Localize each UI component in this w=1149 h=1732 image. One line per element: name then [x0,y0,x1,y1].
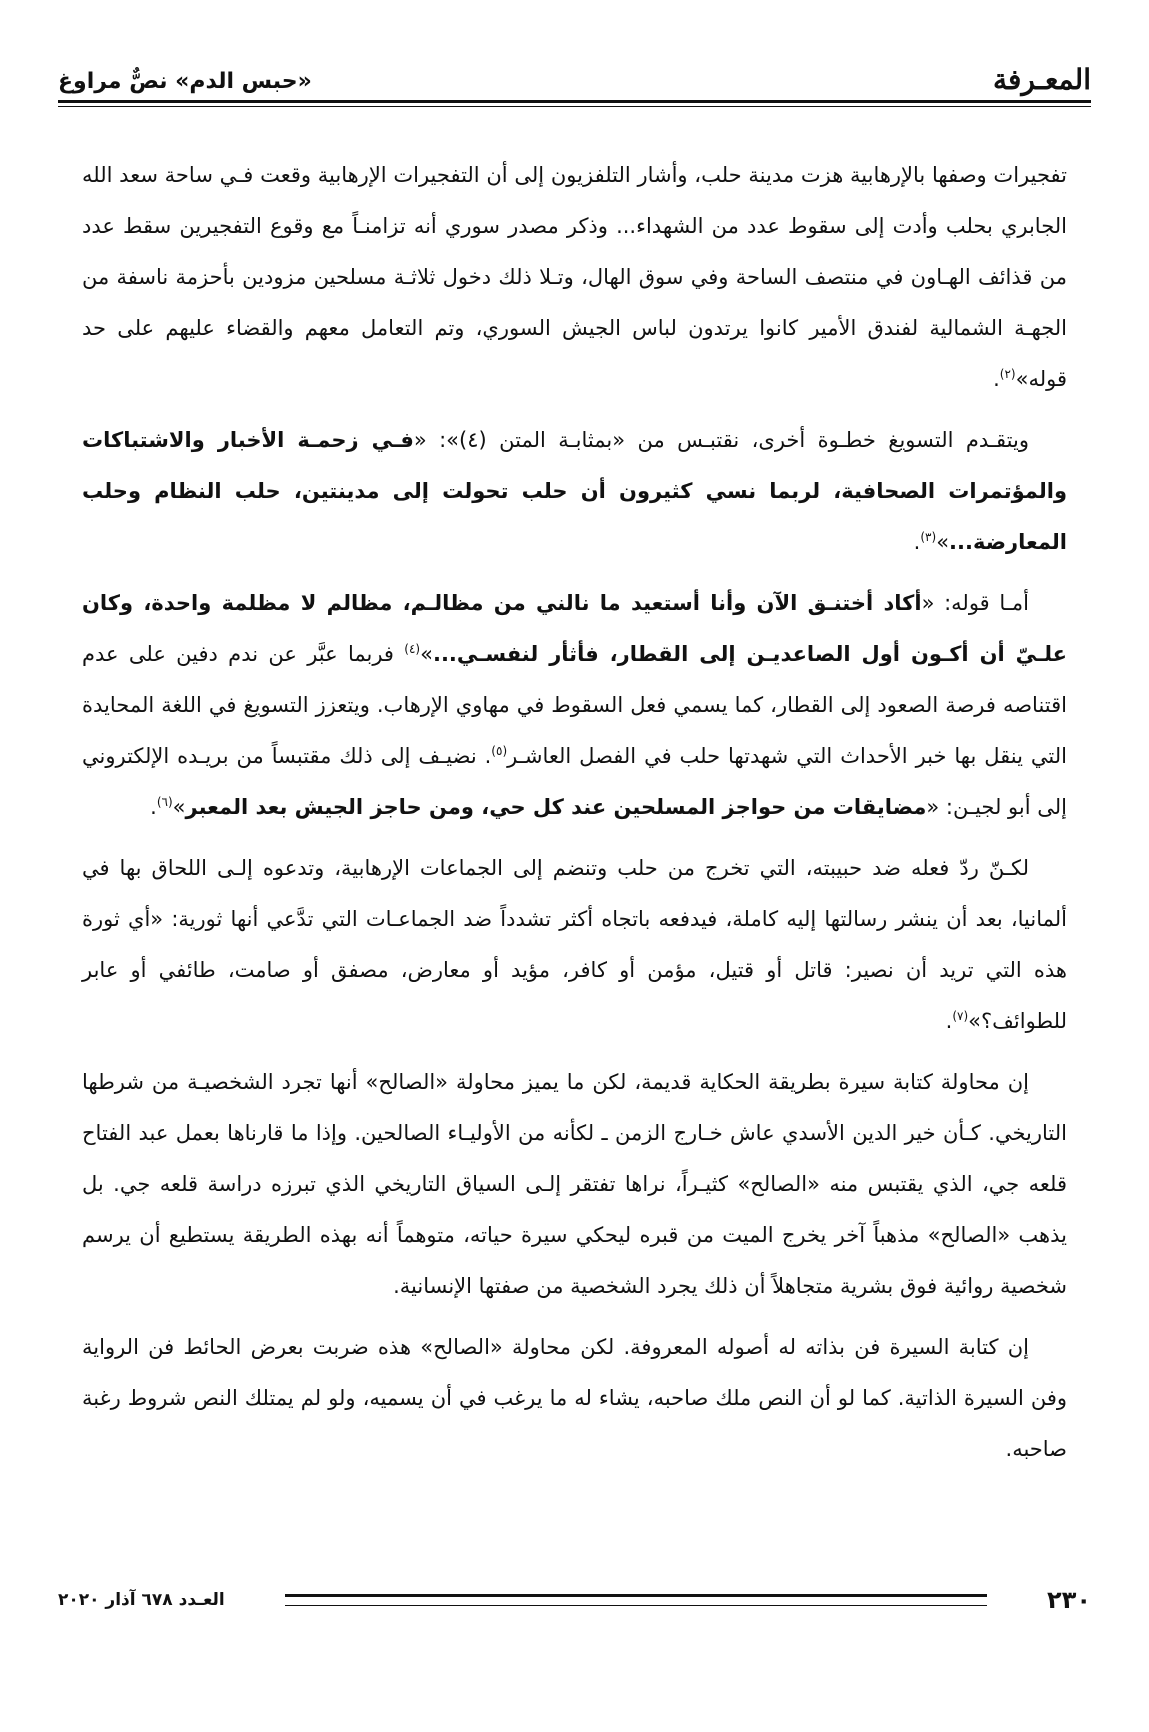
paragraph [82,843,1067,1047]
header-rule-thin [58,106,1091,107]
text-segment: » [936,530,950,554]
page-number: ٢٣٠ [1047,1586,1091,1614]
text-segment: ويتقـدم التسويغ خطـوة أخرى، نقتبـس من «بمثابـة المتن (٤)»: « [413,428,1029,452]
text-segment: أمـا قوله: « [921,591,1030,615]
text-segment: . [945,1009,953,1033]
footnote-ref: (٤) [404,642,421,656]
text-segment: . [993,367,1000,391]
text-segment: تفجيرات وصفها بالإرهابية هزت مدينة حلب، وأشار التلفزيون إلى أن التفجيرات الإرهابية وقعت فـي ساحة سعد الله الجابري بحلب وأدت إلى سقوط عدد من الشهداء... وذكر مصدر سوري أنه تزامنـاً مع وقوع التفجيرين سقط عدد من قذائف الهـاون في منتصف الساحة وفي سوق الهال، وتـلا ذلك دخول ثلاثـة مسلحين مزودين بأحزمة ناسفة من الجهـة الشمالية لفندق الأمير كانوا يرتدون لباس الجيش السوري، وتم التعامل معهم والقضاء عليهم على حد قوله» [82,163,1067,391]
quote-bold: أكاد أختنـق الآن وأنا أستعيد ما نالني من مظالـم، مظالم لا مظلمة واحدة، وكان علـيّ أن أكـون أول الصاعديـن إلى القطار، فأثأر لنفسـي... [82,591,1067,666]
page-header [58,44,1091,100]
text-segment: إن كتابة السيرة فن بذاته له أصوله المعروفة. لكن محاولة «الصالح» هذه ضربت بعرض الحائط فن الرواية وفن السيرة الذاتية. كما لو أن النص ملك صاحبه، يشاء له ما يرغب في أن يسميه، ولو لم يمتلك النص شروط رغبة صاحبه. [82,1335,1067,1461]
paragraph [82,1322,1067,1475]
header-rule-thick [58,100,1091,103]
footnote-ref: (٥) [491,744,508,758]
footnote-ref: (٦) [156,795,173,809]
footnote-ref: (٧) [952,1009,969,1023]
text-segment: . نضيـف إلى ذلك مقتبساً من بريـده الإلكتروني إلى أبو لجيـن: « [82,744,1067,819]
paragraph [82,415,1067,568]
quote-bold: مضايقات من حواجز المسلحين عند كل حي، ومن حاجز الجيش بعد المعبر [185,795,927,819]
footer-rule [285,1594,987,1606]
quote-bold: فـي زحمـة الأخبار والاشتباكات والمؤتمرات الصحافية، لربما نسي كثيرون أن حلب تحولت إلى مدينتين، حلب النظام وحلب المعارضة... [82,428,1067,554]
footnote-ref: (٢) [999,367,1016,381]
text-segment: » [420,642,433,666]
paragraph [82,150,1067,405]
article-body [82,150,1067,1485]
footnote-ref: (٣) [920,530,937,544]
paragraph [82,1057,1067,1312]
issue-info: العـدد ٦٧٨ آذار ٢٠٢٠ [58,1590,225,1610]
text-segment: . [913,530,921,554]
text-segment: . [150,795,157,819]
paragraph [82,578,1067,833]
text-segment: لكـنّ ردّ فعله ضد حبيبته، التي تخرج من حلب وتنضم إلى الجماعات الإرهابية، وتدعوه إلـى اللحاق بها في ألمانيا، بعد أن ينشر رسالتها إليه كاملة، فيدفعه باتجاه أكثر تشدداً ضد الجماعـات التي تدَّعي أنها ثورية: «أي ثورة هذه التي تريد أن نصير: قاتل أو قتيل، مؤمن أو كافر، مؤيد أو معارض، مصفق أو صامت، طائفي أو عابر للطوائف؟» [82,856,1067,1033]
text-segment: فربما عبَّر عن ندم دفين على عدم اقتناصه فرصة الصعود إلى القطار، كما يسمي فعل السقوط في مهاوي الإرهاب. ويتعزز التسويغ في اللغة المحايدة التي ينقل بها خبر الأحداث التي شهدتها حلب في الفصل العاشـر [82,642,1067,768]
running-title: «حبس الدم» نصٌّ مراوغ [58,69,312,94]
text-segment: إن محاولة كتابة سيرة بطريقة الحكاية قديمة، لكن ما يميز محاولة «الصالح» أنها تجرد الشخصيـة من شرطها التاريخي. كـأن خير الدين الأسدي عاش خـارج الزمن ـ لكأنه من الأوليـاء الصالحين. وإذا ما قارناها بعمل عبد الفتاح قلعه جي، الذي يقتبس منه «الصالح» كثيـراً، نراها تفتقر إلـى السياق التاريخي الذي تبرزه دراسة قلعه جي. بل يذهب «الصالح» مذهباً آخر يخرج الميت من قبره ليحكي سيرة حياته، متوهماً أنه بهذه الطريقة يستطيع أن يرسم شخصية روائية فوق بشرية متجاهلاً أن ذلك يجرد الشخصية من صفتها الإنسانية. [82,1070,1067,1298]
page-footer [58,1580,1091,1620]
text-segment: » [172,795,186,819]
magazine-logo: المعـرفة [992,63,1091,96]
